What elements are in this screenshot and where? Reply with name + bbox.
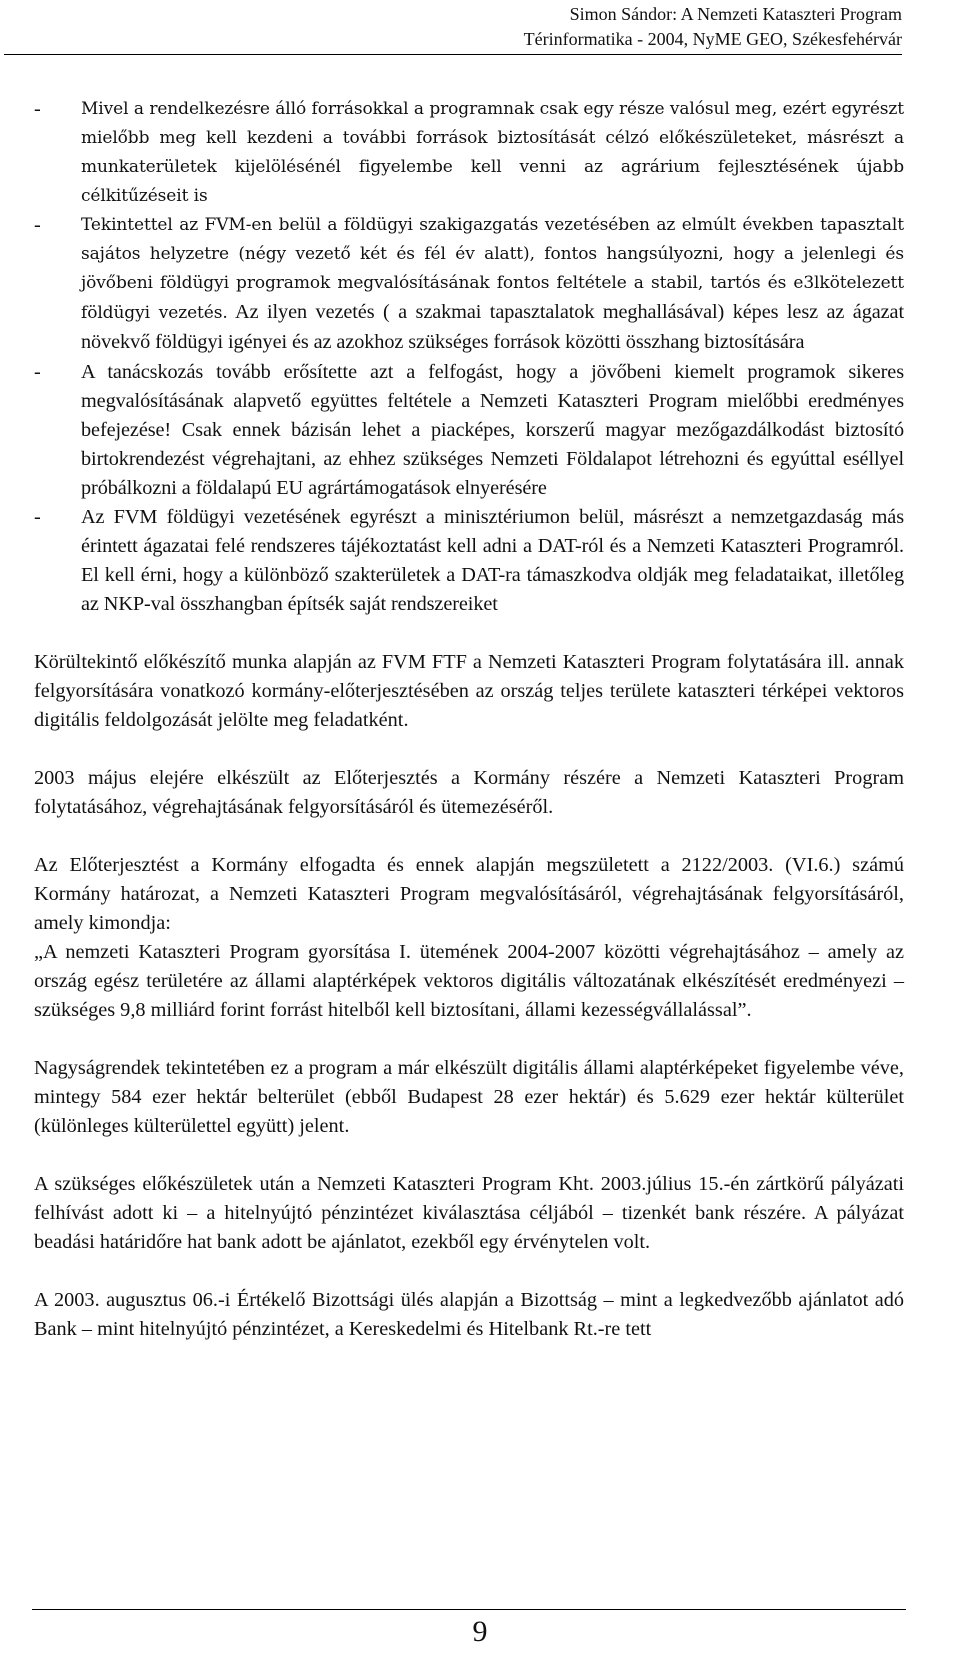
header-conference: Térinformatika - 2004, NyME GEO, Székesfehérvár [523, 29, 902, 49]
list-item-text-tail: Az ilyen vezetés ( a szakmai tapasztalatok meghallásával) képes lesz az ágazat növekvő földügyi igényei és az azokhoz szükséges források közötti összhang biztosítására [81, 301, 904, 353]
bullet-dash: - [34, 98, 41, 120]
header-author-title: Simon Sándor: A Nemzeti Kataszteri Program [569, 4, 902, 24]
document-body [34, 95, 904, 1344]
list-item [34, 95, 904, 211]
list-item-text: Az FVM földügyi vezetésének egyrészt a minisztériumon belül, másrészt a nemzetgazdaság más érintett ágazatai felé rendszeres tájékoztatást kell adni a DAT-ról és a Nemzeti Kataszteri Programról. El kell érni, hogy a különböző szakterületek a DAT-ra támaszkodva oldják meg feladataikat, illetőleg az NKP-val összhangban építsék saját rendszereiket [81, 506, 904, 615]
list-item-text: Mivel a rendelkezésre álló forrásokkal a programnak csak egy része valósul meg, ezért egyrészt mielőbb meg kell kezdeni a további források biztosítását célzó előkészületeket, másrészt a munkaterületek kijelölésénél figyelembe kell venni az agrárium fejlesztésének újabb célkitűzéseit is [81, 99, 904, 206]
paragraph: Körültekintő előkészítő munka alapján az FVM FTF a Nemzeti Kataszteri Program folytatására ill. annak felgyorsítására vonatkozó kormány-előterjesztésében az ország teljes területe kataszteri térképei vektoros digitális feldolgozását jelölte meg feladatként. [34, 651, 904, 731]
page-header [4, 2, 902, 55]
paragraph: Az Előterjesztést a Kormány elfogadta és ennek alapján megszületett a 2122/2003. (VI.6.) számú Kormány határozat, a Nemzeti Kataszteri Program megvalósításáról, végrehajtásának felgyorsításáról, amely kimondja: [34, 854, 904, 934]
list-item-text: A tanácskozás tovább erősítette azt a felfogást, hogy a jövőbeni kiemelt programok sikeres megvalósításának alapvető együttes feltétele a Nemzeti Kataszteri Program mielőbbi eredményes befejezése! Csak ennek bázisán lehet a piacképes, korszerű magyar mezőgazdálkodást biztosító birtokrendezést végrehajtani, az ehhez szükséges Nemzeti Földalapot létrehozni és egyúttal eséllyel próbálkozni a földalapú EU agrártámogatások elnyerésére [81, 361, 904, 499]
paragraph: A 2003. augusztus 06.-i Értékelő Bizottsági ülés alapján a Bizottság – mint a legkedvezőbb ajánlatot adó Bank – mint hitelnyújtó pénzintézet, a Kereskedelmi és Hitelbank Rt.-re tett [34, 1289, 904, 1340]
paragraph: 2003 május elejére elkészült az Előterjesztés a Kormány részére a Nemzeti Kataszteri Program folytatásához, végrehajtásának felgyorsításáról és ütemezéséről. [34, 767, 904, 818]
list-item-text: Tekintettel az FVM-en belül a földügyi szakigazgatás vezetésében az elmúlt években tapasztalt sajátos helyzetre (négy vezető két és fél év alatt), fontos hangsúlyozni, hogy a jelenlegi és jövőbeni földügyi programok megvalósításának fontos feltétele a stabil, tartós és e3lkötelezett földügyi vezetés. [81, 215, 904, 323]
quoted-decision: „A nemzeti Kataszteri Program gyorsítása I. ütemének 2004-2007 közötti végrehajtásához – amely az ország egész területére az állami alaptérképek vektoros digitális változatának elkészítését eredményezi – szükséges 9,8 milliárd forint forrást hitelből kell biztosítani, állami kezességvállalással”. [34, 941, 904, 1021]
bullet-dash: - [34, 361, 41, 383]
list-item [34, 503, 904, 619]
footer-rule [32, 1609, 906, 1610]
paragraph: Nagyságrendek tekintetében ez a program a már elkészült digitális állami alaptérképeket figyelembe véve, mintegy 584 ezer hektár belterület (ebből Budapest 28 ezer hektár) és 5.629 ezer hektár külterület (különleges külterülettel együtt) jelent. [34, 1057, 904, 1137]
bullet-dash: - [34, 214, 41, 236]
bullet-dash: - [34, 506, 41, 528]
page-number: 9 [472, 1615, 488, 1648]
list-item [34, 211, 904, 358]
bullet-list [34, 95, 904, 619]
paragraph: A szükséges előkészületek után a Nemzeti Kataszteri Program Kht. 2003.július 15.-én zártkörű pályázati felhívást adott ki – a hitelnyújtó pénzintézet kiválasztása céljából – tizenkét bank részére. A pályázat beadási határidőre hat bank adott be ajánlatot, ezekből egy érvénytelen volt. [34, 1173, 904, 1253]
list-item [34, 358, 904, 503]
